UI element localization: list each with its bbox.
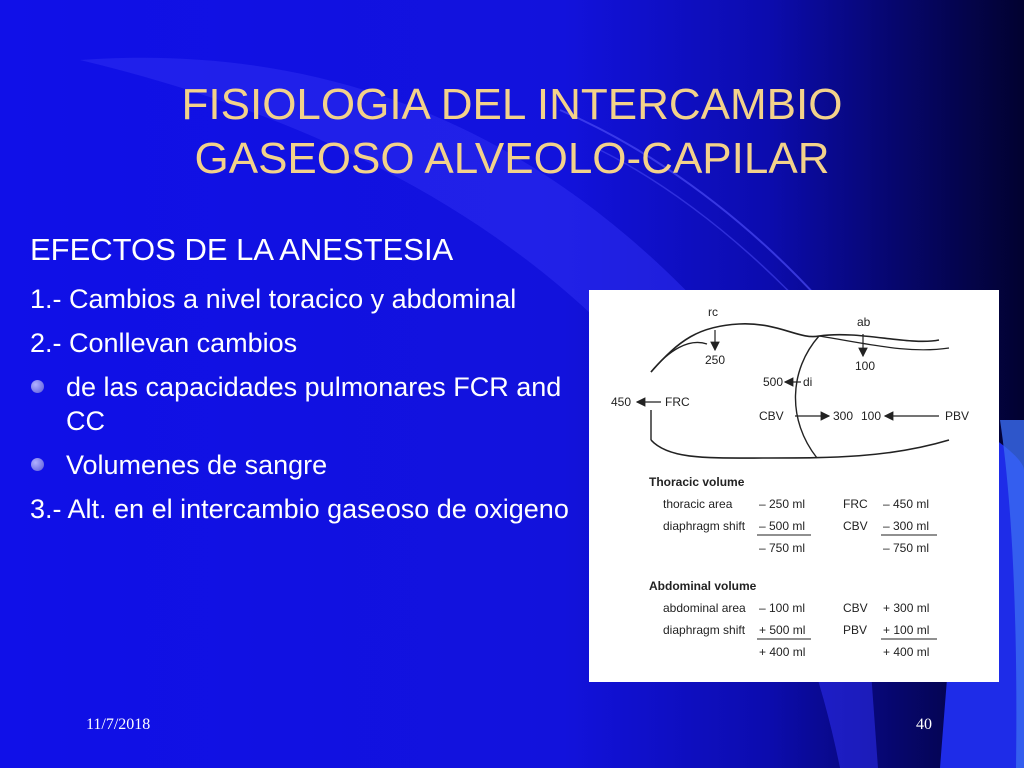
volume-diagram xyxy=(589,290,999,682)
label-frc-value: 450 xyxy=(611,395,632,409)
abdominal-title: Abdominal volume xyxy=(649,579,757,593)
bullet-icon xyxy=(31,380,44,393)
thoracic-row-1-val2: – 450 ml xyxy=(883,497,930,511)
abdominal-row-1-label2: CBV xyxy=(843,601,868,615)
label-center-value-2: 100 xyxy=(861,409,882,423)
thoracic-row-2-val1: – 500 ml xyxy=(759,519,806,533)
list-item-5: 3.- Alt. en el intercambio gaseoso de oxigeno xyxy=(30,494,569,524)
label-rc-value: 250 xyxy=(705,353,726,367)
thoracic-row-2-label: diaphragm shift xyxy=(663,519,746,533)
list-item-4 xyxy=(30,448,590,482)
footer-date: 11/7/2018 xyxy=(86,716,151,733)
thoracic-row-1-label: thoracic area xyxy=(663,497,733,511)
list-item-1: 1.- Cambios a nivel toracico y abdominal xyxy=(30,284,517,314)
thoracic-row-2-label2: CBV xyxy=(843,519,868,533)
abdominal-row-1-val2: + 300 ml xyxy=(883,601,930,615)
label-ab: ab xyxy=(857,315,871,329)
list-item-3-text: de las capacidades pulmonares FCR and CC xyxy=(66,372,562,436)
label-di-value: 500 xyxy=(763,375,784,389)
label-ab-value: 100 xyxy=(855,359,876,373)
label-center-value-1: 300 xyxy=(833,409,854,423)
volume-diagram-figure xyxy=(589,290,999,682)
thoracic-row-2-val2: – 300 ml xyxy=(883,519,930,533)
thoracic-title: Thoracic volume xyxy=(649,475,745,489)
list-item-3 xyxy=(30,370,590,438)
abdominal-row-2-val1: + 500 ml xyxy=(759,623,806,637)
label-pbv: PBV xyxy=(945,409,970,423)
abdominal-row-1-label: abdominal area xyxy=(663,601,746,615)
title-line-2: GASEOSO ALVEOLO-CAPILAR xyxy=(194,134,830,183)
bullet-icon xyxy=(31,458,44,471)
label-rc: rc xyxy=(708,305,718,319)
list-item-2: 2.- Conllevan cambios xyxy=(30,328,298,358)
slide-title xyxy=(60,78,964,186)
abdominal-row-3-val1: + 400 ml xyxy=(759,645,806,659)
list-item-4-text: Volumenes de sangre xyxy=(66,450,328,480)
label-di: di xyxy=(803,375,813,389)
abdominal-row-2-label: diaphragm shift xyxy=(663,623,746,637)
abdominal-row-1-val1: – 100 ml xyxy=(759,601,806,615)
abdominal-row-2-label2: PBV xyxy=(843,623,868,637)
abdominal-row-3-val2: + 400 ml xyxy=(883,645,930,659)
label-frc: FRC xyxy=(665,395,690,409)
slide-number: 40 xyxy=(916,716,932,733)
slide-body xyxy=(30,232,590,536)
section-heading: EFECTOS DE LA ANESTESIA xyxy=(30,232,454,267)
label-cbv: CBV xyxy=(759,409,784,423)
thoracic-row-1-val1: – 250 ml xyxy=(759,497,806,511)
thoracic-row-1-label2: FRC xyxy=(843,497,868,511)
thoracic-row-3-val1: – 750 ml xyxy=(759,541,806,555)
abdominal-row-2-val2: + 100 ml xyxy=(883,623,930,637)
title-line-1: FISIOLOGIA DEL INTERCAMBIO xyxy=(181,80,843,129)
thoracic-row-3-val2: – 750 ml xyxy=(883,541,930,555)
